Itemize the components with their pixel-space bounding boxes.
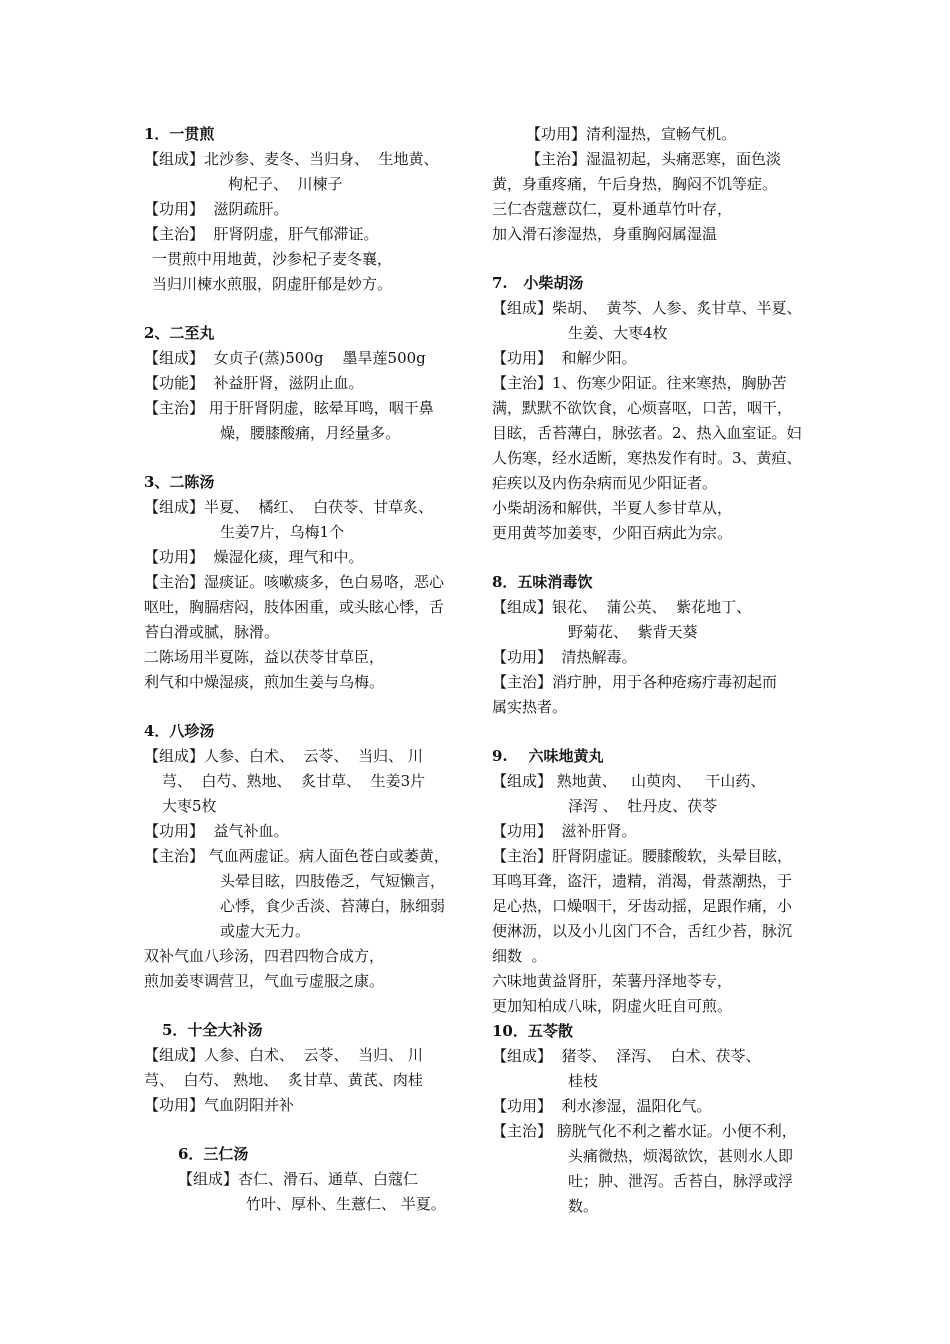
formula-title: 6．三仁汤 (178, 1145, 249, 1163)
text-line: 大枣5枚 (162, 797, 217, 815)
formula-title: 9. 六味地黄丸 (492, 747, 604, 765)
section-gap (144, 446, 489, 470)
text-line: 【功用】 滋补肝肾。 (492, 822, 637, 840)
text-line: 【功能】 补益肝肾，滋阴止血。 (144, 374, 364, 392)
section-gap (144, 695, 489, 719)
text-line: 耳鸣耳聋，盗汗，遗精，消渴，骨蒸潮热，于 (492, 872, 793, 890)
formula-title: 1．一贯煎 (144, 125, 215, 143)
text-line: 利气和中燥湿痰，煎加生姜与乌梅。 (144, 673, 385, 691)
text-line: 生姜7片，乌梅1个 (220, 523, 345, 541)
text-line: 【组成】人参、白术、 云苓、 当归、 川 (144, 747, 423, 765)
text-line: 人伤寒，经水适断，寒热发作有时。3、黄疸、 (492, 449, 802, 467)
text-line: 【功用】清利湿热，宣畅气机。 (526, 125, 737, 143)
text-line: 【主治】 气血两虚证。病人面色苍白或萎黄， (144, 847, 449, 865)
text-line: 【功用】 燥湿化痰，理气和中。 (144, 548, 364, 566)
text-line: 【主治】湿痰证。咳嗽痰多，色白易咯，恶心 (144, 573, 445, 591)
text-line: 【功用】 滋阴疏肝。 (144, 200, 289, 218)
text-line: 双补气血八珍汤，四君四物合成方， (144, 947, 385, 965)
text-line: 【功用】 益气补血。 (144, 822, 289, 840)
text-line: 泽泻 、 牡丹皮、茯苓 (568, 797, 718, 815)
text-line: 六味地黄益肾肝，茱薯丹泽地苓专， (492, 972, 733, 990)
text-line: 一贯煎中用地黄，沙参杞子麦冬襄， (152, 250, 393, 268)
text-line: 【主治】1、伤寒少阳证。往来寒热，胸胁苦 (492, 374, 787, 392)
text-line: 【组成】银花、 蒲公英、 紫花地丁、 (492, 598, 752, 616)
section-gap (492, 546, 832, 570)
text-line: 【主治】 用于肝肾阴虚，眩晕耳鸣，咽干鼻 (144, 399, 434, 417)
text-line: 加入滑石渗湿热，身重胸闷属湿温 (492, 225, 718, 243)
text-line: 生姜、大枣4枚 (568, 324, 668, 342)
text-line: 属实热者。 (492, 698, 568, 716)
text-line: 【主治】消疔肿，用于各种疮疡疔毒初起而 (492, 673, 778, 691)
section-gap (144, 1118, 489, 1142)
section-gap (492, 247, 832, 271)
text-line: 小柴胡汤和解供，半夏人参甘草从， (492, 499, 733, 517)
text-line: 头晕目眩，四肢倦乏，气短懒言， (220, 872, 446, 890)
text-line: 便淋沥，以及小儿囟门不合，舌红少苔，脉沉 (492, 922, 793, 940)
right-column (492, 122, 832, 1219)
text-line: 头痛微热，烦渴欲饮，甚则水人即 (568, 1147, 794, 1165)
formula-title: 3、二陈汤 (144, 473, 215, 491)
text-line: 【组成】杏仁、滑石、通草、白蔻仁 (178, 1170, 419, 1188)
text-line: 二陈场用半夏陈，益以茯苓甘草臣， (144, 648, 385, 666)
text-line: 【功用】气血阴阳并补 (144, 1096, 295, 1114)
text-line: 煎加姜枣调营卫，气血亏虚服之康。 (144, 972, 385, 990)
formula-title: 2、二至丸 (144, 324, 215, 342)
text-line: 桂枝 (568, 1072, 599, 1090)
text-line: 芎、 白芍、熟地、 炙甘草、 生姜3片 (162, 772, 426, 790)
text-line: 【组成】人参、白术、 云苓、 当归、 川 (144, 1046, 423, 1064)
text-line: 呕吐，胸膈痞闷，肢体困重，或头眩心悸，舌 (144, 598, 445, 616)
text-line: 心悸，食少舌淡、苔薄白，脉细弱 (220, 897, 446, 915)
formula-title: 8．五味消毒饮 (492, 573, 593, 591)
text-line: 目眩，舌苔薄白，脉弦者。2、热入血室证。妇 (492, 424, 802, 442)
text-line: 疟疾以及内伤杂病而见少阳证者。 (492, 474, 718, 492)
text-line: 【主治】湿温初起，头痛恶寒，面色淡 (526, 150, 782, 168)
section-gap (492, 720, 832, 744)
text-line: 【组成】半夏、 橘红、 白茯苓、甘草炙、 (144, 498, 434, 516)
text-line: 三仁杏蔻薏苡仁，夏朴通草竹叶存， (492, 200, 733, 218)
text-line: 【组成】柴胡、 黄芩、人参、炙甘草、半夏、 (492, 299, 802, 317)
text-line: 【组成】 猪苓、 泽泻、 白术、茯苓、 (492, 1047, 761, 1065)
text-line: 【组成】 熟地黄、 山萸肉、 干山药、 (492, 772, 766, 790)
section-gap (144, 297, 489, 321)
formula-title: 5．十全大补汤 (162, 1021, 263, 1039)
text-line: 枸杞子、 川楝子 (228, 175, 343, 193)
text-line: 细数 。 (492, 947, 547, 965)
formula-title: 10．五苓散 (492, 1022, 573, 1040)
text-line: 更用黄芩加姜枣，少阳百病此为宗。 (492, 524, 733, 542)
text-line: 燥，腰膝酸痛，月经量多。 (220, 424, 401, 442)
text-line: 【主治】 膀胱气化不利之蓄水证。小便不利， (492, 1122, 797, 1140)
text-line: 更加知柏成八味，阴虚火旺自可煎。 (492, 997, 733, 1015)
text-line: 满，默默不欲饮食，心烦喜呕，口苦，咽干， (492, 399, 793, 417)
text-line: 【主治】肝肾阴虚证。腰膝酸软，头晕目眩， (492, 847, 793, 865)
text-line: 吐；肿、泄泻。舌苔白，脉浮或浮 (568, 1172, 794, 1190)
formula-title: 4．八珍汤 (144, 722, 215, 740)
text-line: 【功用】 和解少阳。 (492, 349, 637, 367)
text-line: 【组成】北沙参、麦冬、当归身、 生地黄、 (144, 150, 439, 168)
text-line: 竹叶、厚朴、生薏仁、 半夏。 (246, 1195, 446, 1213)
text-line: 数。 (568, 1197, 599, 1215)
left-column (144, 122, 489, 1217)
formula-title: 7. 小柴胡汤 (492, 274, 584, 292)
text-line: 芎、 白芍、 熟地、 炙甘草、黄芪、肉桂 (144, 1071, 423, 1089)
text-line: 【主治】 肝肾阴虚，肝气郁滞证。 (144, 225, 379, 243)
text-line: 野菊花、 紫背天葵 (568, 623, 698, 641)
text-line: 【功用】 利水渗湿，温阳化气。 (492, 1097, 712, 1115)
text-line: 【组成】 女贞子(蒸)500g 墨旱莲500g (144, 349, 426, 367)
text-line: 或虚大无力。 (220, 922, 311, 940)
text-line: 当归川楝水煎服，阴虚肝郁是妙方。 (152, 275, 393, 293)
text-line: 黄，身重疼痛，午后身热，胸闷不饥等症。 (492, 175, 778, 193)
text-line: 【功用】 清热解毒。 (492, 648, 637, 666)
text-line: 苔白滑或腻，脉滑。 (144, 623, 280, 641)
text-line: 足心热，口燥咽干，牙齿动摇，足跟作痛，小 (492, 897, 793, 915)
section-gap (144, 994, 489, 1018)
